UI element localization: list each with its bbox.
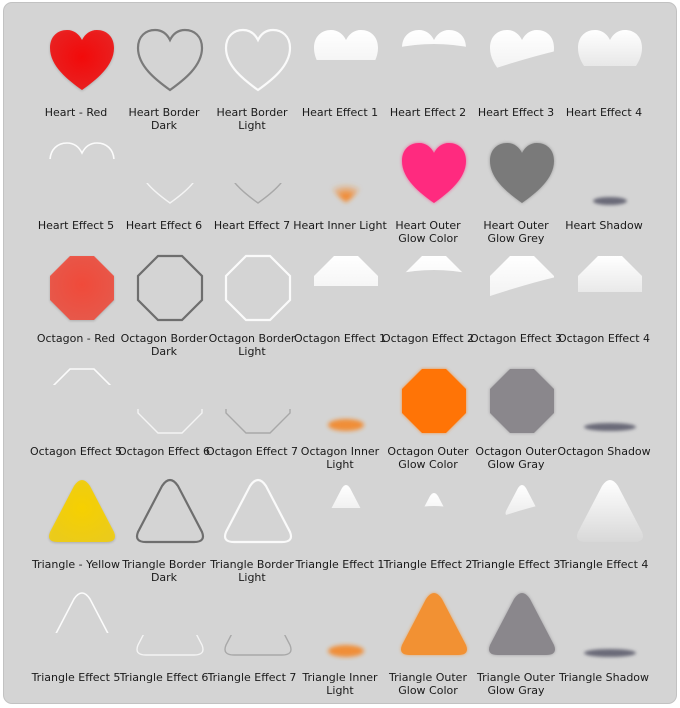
octagon-icon: [486, 365, 558, 437]
triangle-icon: [310, 591, 382, 663]
heart-effect-7-tile[interactable]: [208, 121, 296, 234]
octagon-outer-glow-color-tile[interactable]: [384, 347, 472, 471]
shape-label: Heart Effect 4: [565, 106, 643, 119]
shape-label: Heart Border Dark: [128, 106, 200, 132]
shape-label: Triangle Effect 5: [31, 671, 121, 684]
shape-label: Triangle Border Light: [210, 558, 294, 584]
heart-outer-glow-grey-tile[interactable]: [472, 121, 560, 245]
heart-icon: [46, 26, 118, 98]
shape-label: Heart Border Light: [216, 106, 288, 132]
triangle-icon: [398, 591, 470, 663]
heart-effect-4-tile[interactable]: [560, 8, 648, 121]
octagon-border-light-tile[interactable]: [208, 234, 296, 358]
heart-icon: [134, 26, 206, 98]
heart-icon: [310, 139, 382, 211]
octagon-red-tile[interactable]: [32, 234, 120, 347]
shape-label: Octagon Effect 6: [117, 445, 211, 458]
octagon-shadow-tile[interactable]: [557, 347, 651, 460]
shape-label: Octagon Border Dark: [120, 332, 208, 358]
shape-label: Octagon Effect 1: [293, 332, 387, 345]
heart-icon: [222, 26, 294, 98]
octagon-effect-7-tile[interactable]: [205, 347, 299, 460]
triangle-icon: [486, 478, 558, 550]
shape-label: Triangle Border Dark: [122, 558, 206, 584]
heart-icon: [574, 26, 646, 98]
shape-label: Heart Shadow: [565, 219, 643, 232]
octagon-effect-1-tile[interactable]: [293, 234, 387, 347]
octagon-icon: [310, 365, 382, 437]
shape-label: Heart Effect 7: [213, 219, 291, 232]
shape-label: Heart Outer Glow Grey: [483, 219, 549, 245]
triangle-border-dark-tile[interactable]: [120, 460, 208, 584]
shape-label: Triangle Effect 3: [471, 558, 561, 571]
shape-label: Triangle Effect 1: [295, 558, 385, 571]
heart-inner-light-tile[interactable]: [293, 121, 387, 234]
triangle-effect-2-tile[interactable]: [384, 460, 472, 573]
heart-effect-6-tile[interactable]: [120, 121, 208, 234]
octagon-effect-3-tile[interactable]: [469, 234, 563, 347]
shape-label: Heart Inner Light: [293, 219, 387, 232]
triangle-icon: [398, 478, 470, 550]
shape-label: Triangle - Yellow: [31, 558, 121, 571]
shape-label: Triangle Effect 7: [207, 671, 297, 684]
triangle-icon: [222, 591, 294, 663]
octagon-icon: [222, 365, 294, 437]
heart-icon: [574, 139, 646, 211]
heart-icon: [398, 26, 470, 98]
heart-icon: [486, 26, 558, 98]
shape-label: Octagon Inner Light: [300, 445, 380, 471]
shape-label: Triangle Effect 2: [383, 558, 473, 571]
triangle-inner-light-tile[interactable]: [296, 573, 384, 697]
heart-effect-1-tile[interactable]: [296, 8, 384, 121]
octagon-icon: [574, 365, 646, 437]
triangle-icon: [46, 478, 118, 550]
shape-label: Octagon Effect 3: [469, 332, 563, 345]
octagon-icon: [222, 252, 294, 324]
triangle-icon: [486, 591, 558, 663]
octagon-outer-glow-gray-tile[interactable]: [472, 347, 560, 471]
shape-label: Heart Effect 2: [389, 106, 467, 119]
heart-effect-5-tile[interactable]: [32, 121, 120, 234]
shape-label: Triangle Outer Glow Gray: [477, 671, 555, 697]
shape-label: Heart Effect 6: [125, 219, 203, 232]
shape-label: Heart Effect 5: [37, 219, 115, 232]
shape-label: Octagon Border Light: [208, 332, 296, 358]
shape-label: Triangle Effect 6: [119, 671, 209, 684]
heart-outer-glow-color-tile[interactable]: [384, 121, 472, 245]
triangle-effect-1-tile[interactable]: [296, 460, 384, 573]
octagon-effect-4-tile[interactable]: [557, 234, 651, 347]
triangle-icon: [310, 478, 382, 550]
shape-label: Octagon Effect 4: [557, 332, 651, 345]
triangle-icon: [574, 478, 646, 550]
octagon-effect-6-tile[interactable]: [117, 347, 211, 460]
heart-shadow-tile[interactable]: [560, 121, 648, 234]
heart-icon: [486, 139, 558, 211]
heart-effect-3-tile[interactable]: [472, 8, 560, 121]
octagon-icon: [398, 365, 470, 437]
triangle-outer-glow-gray-tile[interactable]: [472, 573, 560, 697]
triangle-border-light-tile[interactable]: [208, 460, 296, 584]
triangle-yellow-tile[interactable]: [32, 460, 120, 573]
octagon-icon: [310, 252, 382, 324]
triangle-effect-5-tile[interactable]: [32, 573, 120, 686]
octagon-icon: [46, 252, 118, 324]
shape-label: Octagon Effect 2: [381, 332, 475, 345]
shape-label: Triangle Outer Glow Color: [389, 671, 467, 697]
shape-label: Octagon - Red: [36, 332, 116, 345]
triangle-icon: [574, 591, 646, 663]
heart-icon: [398, 139, 470, 211]
shape-label: Triangle Effect 4: [559, 558, 649, 571]
heart-icon: [222, 139, 294, 211]
shape-label: Triangle Inner Light: [302, 671, 378, 697]
triangle-effect-6-tile[interactable]: [120, 573, 208, 686]
shape-label: Heart Outer Glow Color: [395, 219, 461, 245]
heart-icon: [134, 139, 206, 211]
octagon-icon: [574, 252, 646, 324]
triangle-effect-7-tile[interactable]: [208, 573, 296, 686]
triangle-icon: [134, 591, 206, 663]
shape-label: Octagon Effect 5: [29, 445, 123, 458]
octagon-icon: [134, 252, 206, 324]
shape-label: Heart Effect 1: [301, 106, 379, 119]
octagon-icon: [46, 365, 118, 437]
shape-label: Triangle Shadow: [558, 671, 650, 684]
heart-border-dark-tile[interactable]: [120, 8, 208, 132]
triangle-icon: [46, 591, 118, 663]
octagon-effect-5-tile[interactable]: [29, 347, 123, 460]
octagon-icon: [398, 252, 470, 324]
shape-label: Octagon Shadow: [557, 445, 651, 458]
heart-icon: [46, 139, 118, 211]
heart-icon: [310, 26, 382, 98]
shape-label: Heart Effect 3: [477, 106, 555, 119]
heart-border-light-tile[interactable]: [208, 8, 296, 132]
triangle-icon: [222, 478, 294, 550]
triangle-effect-3-tile[interactable]: [472, 460, 560, 573]
shape-label: Heart - Red: [44, 106, 108, 119]
heart-effect-2-tile[interactable]: [384, 8, 472, 121]
shape-label: Octagon Outer Glow Color: [387, 445, 469, 471]
triangle-shadow-tile[interactable]: [560, 573, 648, 686]
octagon-icon: [486, 252, 558, 324]
heart-red-tile[interactable]: [32, 8, 120, 121]
octagon-border-dark-tile[interactable]: [120, 234, 208, 358]
octagon-icon: [134, 365, 206, 437]
octagon-inner-light-tile[interactable]: [296, 347, 384, 471]
shape-label: Octagon Outer Glow Gray: [475, 445, 557, 471]
octagon-effect-2-tile[interactable]: [381, 234, 475, 347]
triangle-icon: [134, 478, 206, 550]
triangle-outer-glow-color-tile[interactable]: [384, 573, 472, 697]
triangle-effect-4-tile[interactable]: [560, 460, 648, 573]
shape-label: Octagon Effect 7: [205, 445, 299, 458]
